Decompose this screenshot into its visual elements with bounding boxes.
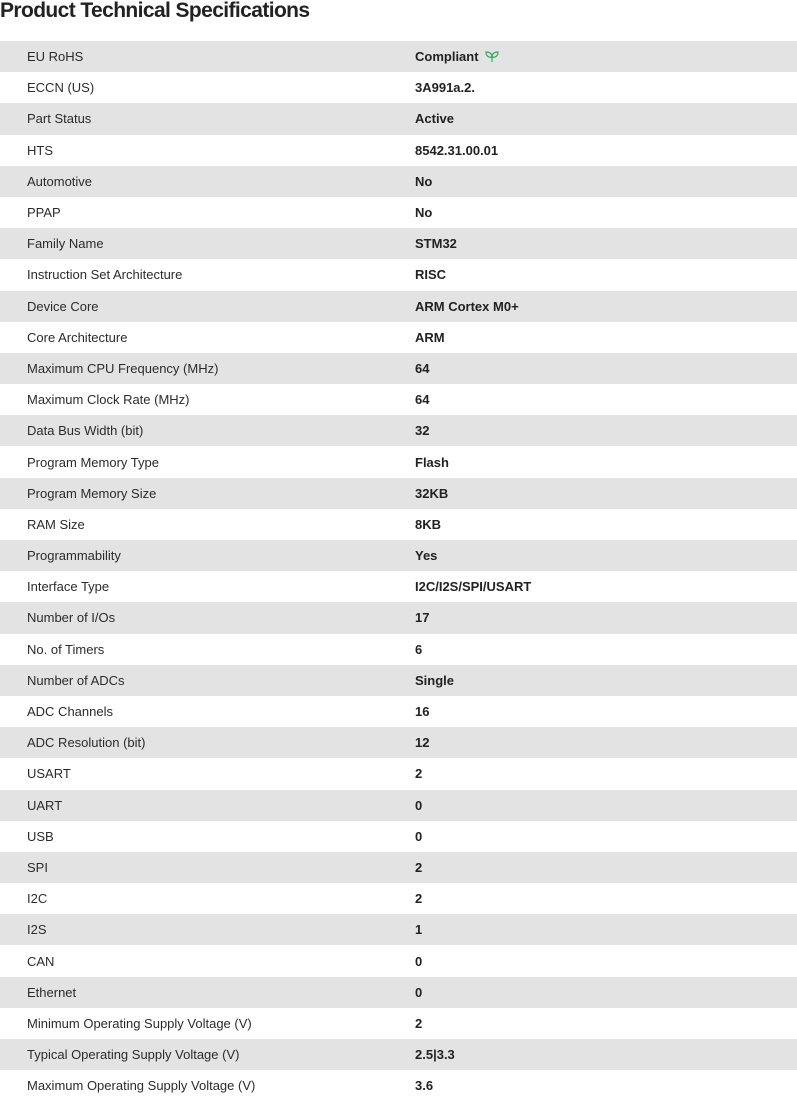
spec-row	[0, 821, 797, 852]
spec-label: No. of Timers	[27, 641, 105, 657]
spec-row	[0, 977, 797, 1008]
spec-label: PPAP	[27, 205, 61, 221]
spec-label: I2S	[27, 922, 47, 938]
spec-row	[0, 571, 797, 602]
spec-value: 2	[415, 859, 423, 875]
spec-value-cell	[415, 548, 437, 563]
spec-value: 8KB	[415, 516, 442, 532]
spec-value-cell	[415, 267, 446, 282]
spec-row	[0, 446, 797, 477]
spec-row	[0, 353, 797, 384]
spec-row	[0, 945, 797, 976]
spec-value-cell	[415, 891, 422, 906]
spec-value: 2	[415, 1015, 423, 1031]
spec-row	[0, 790, 797, 821]
spec-value-cell	[415, 205, 432, 220]
spec-label: SPI	[27, 859, 48, 875]
spec-value-cell	[415, 361, 429, 376]
spec-label: UART	[27, 797, 63, 813]
spec-value: 1	[415, 922, 423, 938]
spec-value-cell	[415, 486, 448, 501]
spec-label: Number of I/Os	[27, 610, 116, 626]
spec-label: ADC Channels	[27, 704, 113, 720]
spec-label: Interface Type	[27, 579, 110, 595]
spec-label: HTS	[27, 142, 53, 158]
spec-value: Single	[415, 672, 455, 688]
spec-row	[0, 415, 797, 446]
spec-label: EU RoHS	[27, 49, 84, 65]
spec-row	[0, 478, 797, 509]
spec-value: 0	[415, 828, 423, 844]
spec-label: RAM Size	[27, 516, 85, 532]
spec-row	[0, 540, 797, 571]
spec-value-cell	[415, 579, 531, 594]
spec-value: 32KB	[415, 485, 449, 501]
spec-value: 17	[415, 610, 430, 626]
spec-row	[0, 197, 797, 228]
spec-row	[0, 228, 797, 259]
spec-label: Device Core	[27, 298, 99, 314]
spec-label: Minimum Operating Supply Voltage (V)	[27, 1015, 252, 1031]
spec-value: RISC	[415, 267, 447, 283]
spec-value-cell	[415, 704, 429, 719]
spec-value-cell	[415, 517, 441, 532]
spec-label: Maximum CPU Frequency (MHz)	[27, 360, 219, 376]
spec-label: Instruction Set Architecture	[27, 267, 183, 283]
spec-value-cell	[415, 423, 429, 438]
spec-value: 16	[415, 704, 430, 720]
spec-row	[0, 291, 797, 322]
spec-row	[0, 1039, 797, 1070]
page-title: Product Technical Specifications	[0, 0, 310, 22]
spec-value-cell	[415, 673, 454, 688]
spec-label: Programmability	[27, 548, 121, 564]
spec-row	[0, 509, 797, 540]
spec-value-cell	[415, 922, 422, 937]
spec-label: ECCN (US)	[27, 80, 95, 96]
spec-value-cell	[415, 80, 475, 95]
spec-value: ARM	[415, 329, 445, 345]
spec-value-cell	[415, 330, 445, 345]
spec-value: Flash	[415, 454, 449, 470]
spec-value-cell	[415, 455, 449, 470]
spec-row	[0, 41, 797, 72]
spec-label: Maximum Operating Supply Voltage (V)	[27, 1078, 256, 1094]
spec-value-cell	[415, 642, 422, 657]
spec-value: 8542.31.00.01	[415, 142, 499, 158]
spec-value-cell	[415, 860, 422, 875]
spec-label: Program Memory Size	[27, 485, 157, 501]
spec-value: 0	[415, 984, 423, 1000]
spec-row	[0, 758, 797, 789]
spec-row	[0, 384, 797, 415]
spec-value: 64	[415, 360, 430, 376]
spec-value: 2	[415, 766, 423, 782]
spec-value: 0	[415, 797, 423, 813]
spec-value: 64	[415, 392, 430, 408]
spec-value: I2C/I2S/SPI/USART	[415, 579, 532, 595]
spec-table	[0, 41, 797, 1101]
spec-label: I2C	[27, 891, 48, 907]
spec-value-cell	[415, 1016, 422, 1031]
spec-value-cell	[415, 829, 422, 844]
spec-label: CAN	[27, 953, 55, 969]
spec-row	[0, 696, 797, 727]
spec-label: Part Status	[27, 111, 92, 127]
spec-value: 2.5|3.3	[415, 1047, 455, 1063]
spec-label: Maximum Clock Rate (MHz)	[27, 392, 190, 408]
spec-value-cell	[415, 299, 519, 314]
spec-value: 0	[415, 953, 423, 969]
spec-label: Number of ADCs	[27, 672, 125, 688]
spec-value: 2	[415, 891, 423, 907]
spec-value-cell	[415, 798, 422, 813]
spec-value: Yes	[415, 548, 438, 564]
spec-value-cell	[415, 610, 429, 625]
spec-row	[0, 634, 797, 665]
spec-row	[0, 852, 797, 883]
spec-value: Compliant	[415, 49, 479, 65]
spec-value: No	[415, 173, 433, 189]
spec-row	[0, 135, 797, 166]
spec-value: 3.6	[415, 1078, 434, 1094]
spec-row	[0, 727, 797, 758]
spec-value: No	[415, 205, 433, 221]
spec-value-cell	[415, 392, 429, 407]
spec-value-cell	[415, 985, 422, 1000]
spec-label: USB	[27, 828, 54, 844]
spec-value-cell	[415, 49, 499, 64]
spec-value: Active	[415, 111, 455, 127]
spec-value: 3A991a.2.	[415, 80, 475, 96]
spec-value: 32	[415, 423, 430, 439]
spec-row	[0, 72, 797, 103]
spec-label: ADC Resolution (bit)	[27, 735, 146, 751]
spec-value-cell	[415, 174, 432, 189]
spec-value-cell	[415, 1047, 455, 1062]
spec-value-cell	[415, 735, 429, 750]
spec-value-cell	[415, 954, 422, 969]
spec-row	[0, 1008, 797, 1039]
spec-value-cell	[415, 111, 454, 126]
spec-value-cell	[415, 766, 422, 781]
spec-label: Typical Operating Supply Voltage (V)	[27, 1047, 240, 1063]
spec-row	[0, 665, 797, 696]
spec-value-cell	[415, 143, 498, 158]
spec-label: Family Name	[27, 236, 104, 252]
spec-value: ARM Cortex M0+	[415, 298, 519, 314]
spec-value: STM32	[415, 236, 457, 252]
spec-label: Automotive	[27, 173, 93, 189]
spec-label: Data Bus Width (bit)	[27, 423, 144, 439]
spec-row	[0, 166, 797, 197]
leaf-icon	[485, 51, 499, 63]
spec-label: USART	[27, 766, 71, 782]
spec-row	[0, 103, 797, 134]
spec-row	[0, 322, 797, 353]
spec-label: Program Memory Type	[27, 454, 159, 470]
spec-value-cell	[415, 236, 457, 251]
spec-label: Core Architecture	[27, 329, 128, 345]
spec-row	[0, 602, 797, 633]
spec-row	[0, 1070, 797, 1101]
spec-row	[0, 914, 797, 945]
spec-row	[0, 883, 797, 914]
spec-label: Ethernet	[27, 984, 77, 1000]
spec-value-cell	[415, 1078, 433, 1093]
spec-value: 12	[415, 735, 430, 751]
spec-value: 6	[415, 641, 423, 657]
spec-row	[0, 259, 797, 290]
